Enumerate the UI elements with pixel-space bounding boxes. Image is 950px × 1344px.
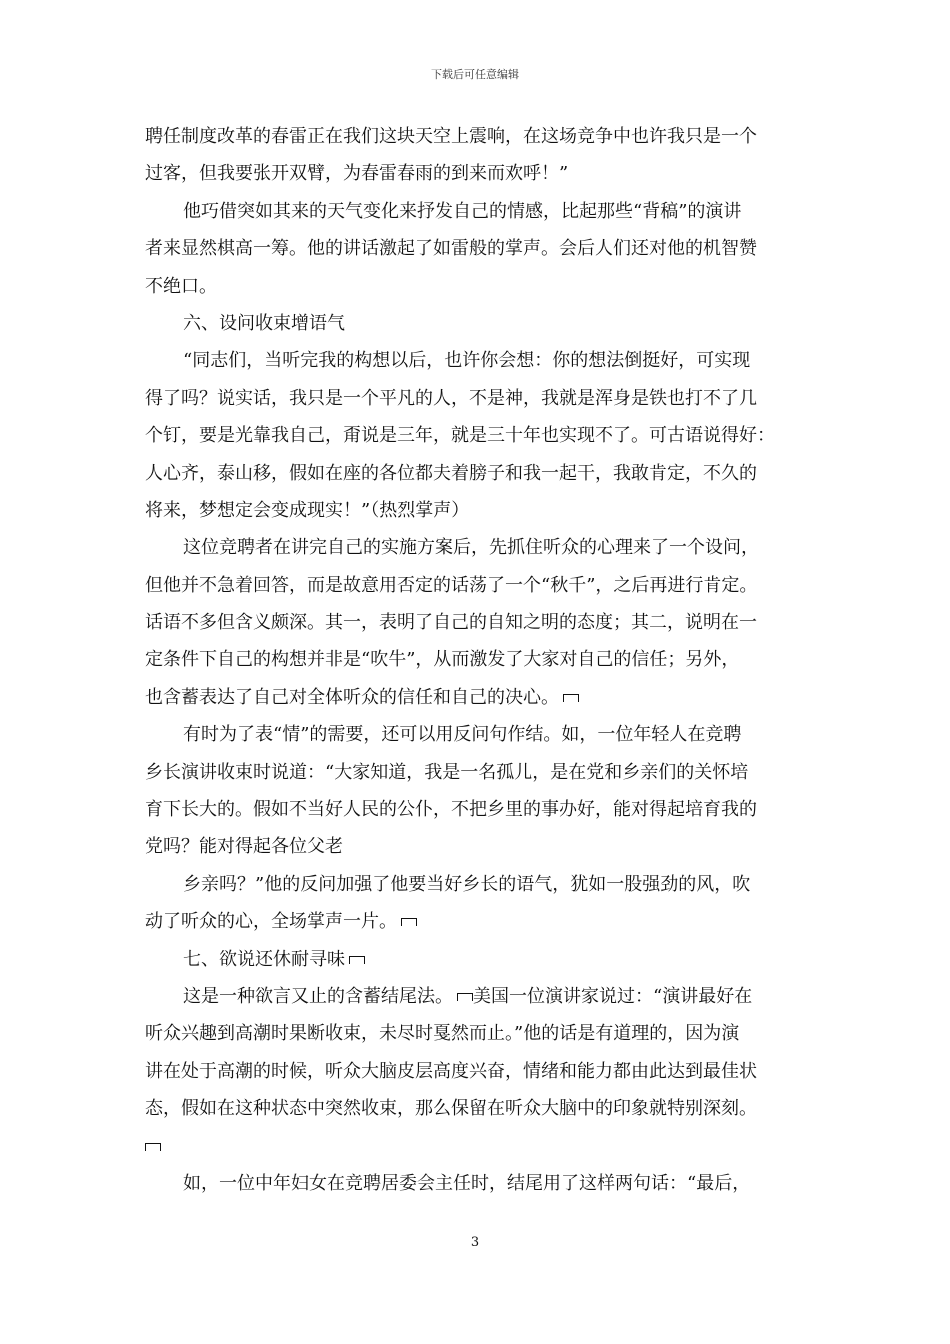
paragraph-line: 听众兴趣到高潮时果断收束，未尽时戛然而止。”他的话是有道理的，因为演 (145, 1023, 740, 1045)
paragraph-line: 这位竞聘者在讲完自己的实施方案后，先抓住听众的心理来了一个设问， (183, 537, 759, 559)
section-heading (145, 941, 810, 978)
paragraph-line: 个钉，要是光靠我自己，甭说是三年，就是三十年也实现不了。可古语说得好： (145, 425, 775, 447)
paragraph-line: 有时为了表“情”的需要，还可以用反问句作结。如，一位年轻人在竞聘 (183, 724, 742, 746)
page-header: 下载后可任意编辑 (431, 68, 519, 81)
document-body (145, 118, 810, 1202)
paragraph-mark-icon (563, 694, 579, 702)
paragraph-line: 党吗？能对得起各位父老 (145, 836, 343, 858)
section-heading: 六、设问收束增语气 (183, 312, 345, 334)
paragraph-line: 乡长演讲收束时说道：“大家知道，我是一名孤儿，是在党和乡亲们的关怀培 (145, 761, 749, 783)
paragraph-line: 者来显然棋高一筹。他的讲话激起了如雷般的掌声。会后人们还对他的机智赞 (145, 238, 757, 260)
paragraph-line: 讲在处于高潮的时候，听众大脑皮层高度兴奋，情绪和能力都由此达到最佳状 (145, 1060, 757, 1082)
paragraph-line: 乡亲吗？”他的反问加强了他要当好乡长的语气，犹如一股强劲的风，吹 (183, 873, 751, 895)
line-text: 美国一位演讲家说过：“演讲最好在 (473, 985, 753, 1007)
paragraph-line: 如，一位中年妇女在竞聘居委会主任时，结尾用了这样两句话：“最后， (183, 1172, 751, 1194)
paragraph-line (145, 1128, 810, 1165)
paragraph-line: 得了吗？说实话，我只是一个平凡的人，不是神，我就是浑身是铁也打不了几 (145, 387, 757, 409)
paragraph-line: 过客，但我要张开双臂，为春雷春雨的到来而欢呼！” (145, 163, 569, 185)
paragraph-line: 他巧借突如其来的天气变化来抒发自己的情感，比起那些“背稿”的演讲 (183, 200, 742, 222)
line-text: 这是一种欲言又止的含蓄结尾法。 (183, 985, 453, 1007)
paragraph-line (145, 679, 810, 716)
paragraph-line: 但他并不急着回答，而是故意用否定的话荡了一个“秋千”，之后再进行肯定。 (145, 574, 758, 596)
paragraph-line: 聘任制度改革的春雷正在我们这块天空上震响，在这场竞争中也许我只是一个 (145, 126, 757, 147)
paragraph-line: 定条件下自己的构想并非是“吹牛”，从而激发了大家对自己的信任；另外， (145, 649, 740, 671)
paragraph-line: 将来，梦想定会变成现实！”（热烈掌声） (145, 499, 470, 521)
page-number: 3 (470, 1235, 480, 1250)
paragraph-line: 人心齐，泰山移，假如在座的各位都夫着膀子和我一起干，我敢肯定，不久的 (145, 462, 757, 484)
paragraph-line (145, 978, 810, 1015)
paragraph-line: 态，假如在这种状态中突然收束，那么保留在听众大脑中的印象就特别深刻。 (145, 1098, 757, 1120)
paragraph-line: 不绝口。 (145, 275, 217, 297)
line-text: 动了听众的心，全场掌声一片。 (145, 911, 397, 933)
paragraph-mark-icon (457, 993, 473, 1001)
paragraph-line: “同志们，当听完我的构想以后，也许你会想：你的想法倒挺好，可实现 (183, 350, 751, 372)
line-text: 也含蓄表达了自己对全体听众的信任和自己的决心。 (145, 686, 559, 708)
paragraph-line: 话语不多但含义颇深。其一，表明了自己的自知之明的态度；其二，说明在一 (145, 612, 757, 634)
paragraph-line (145, 903, 810, 940)
paragraph-line: 育下长大的。假如不当好人民的公仆，不把乡里的事办好，能对得起培育我的 (145, 799, 757, 821)
line-text: 七、欲说还休耐寻味 (183, 948, 345, 970)
paragraph-mark-icon (349, 956, 365, 964)
paragraph-mark-icon (401, 918, 417, 926)
paragraph-mark-icon (145, 1143, 161, 1151)
